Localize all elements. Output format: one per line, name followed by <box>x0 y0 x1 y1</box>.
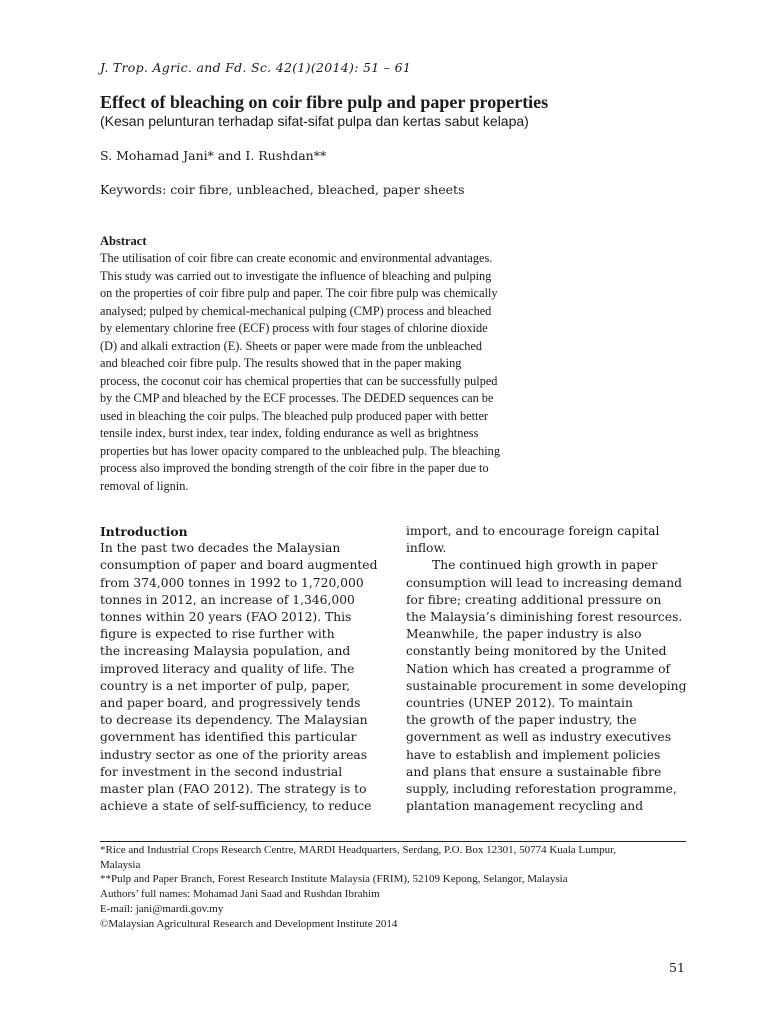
keywords: Keywords: coir fibre, unbleached, bleached, paper sheets <box>100 182 465 197</box>
abstract-line: process also improved the bonding strength of the coir fibre in the paper due to <box>100 461 489 475</box>
body-line: tonnes within 20 years (FAO 2012). This <box>100 610 352 625</box>
body-line: countries (UNEP 2012). To maintain <box>406 696 633 711</box>
abstract-line: removal of lignin. <box>100 478 189 493</box>
body-line: from 374,000 tonnes in 1992 to 1,720,000 <box>100 575 364 590</box>
footnote-line: *Rice and Industrial Crops Research Centre, MARDI Headquarters, Serdang, P.O. Box 12301, 50774 Kuala Lumpur, <box>100 844 617 856</box>
body-line: the growth of the paper industry, the <box>406 713 637 728</box>
abstract-line: by elementary chlorine free (ECF) process with four stages of chlorine dioxide <box>100 321 488 335</box>
page-number: 51 <box>669 960 685 975</box>
abstract-line: analysed; pulped by chemical-mechanical pulping (CMP) process and bleached <box>100 303 492 318</box>
body-line: country is a net importer of pulp, paper, <box>100 678 351 693</box>
footnote-line: Authors’ full names: Mohamad Jani Saad and Rushdan Ibrahim <box>100 888 380 901</box>
body-line: the increasing Malaysia population, and <box>100 644 351 659</box>
author-list: S. Mohamad Jani* and I. Rushdan** <box>100 148 327 163</box>
body-line: tonnes in 2012, an increase of 1,346,000 <box>100 592 355 607</box>
body-line: Meanwhile, the paper industry is also <box>406 627 642 642</box>
abstract-line: tensile index, burst index, tear index, folding endurance as well as brightness <box>100 426 479 440</box>
body-line: government as well as industry executives <box>406 730 672 745</box>
journal-citation: J. Trop. Agric. and Fd. Sc. 42(1)(2014): 51 – 61 <box>100 60 412 75</box>
paper-subtitle: (Kesan pelunturan terhadap sifat-sifat pulpa dan kertas sabut kelapa) <box>100 113 529 129</box>
body-line: and plans that ensure a sustainable fibre <box>406 764 662 779</box>
body-line: have to establish and implement policies <box>406 747 661 762</box>
abstract-line: on the properties of coir fibre pulp and paper. The coir fibre pulp was chemically <box>100 286 498 300</box>
footnote-line: **Pulp and Paper Branch, Forest Research Institute Malaysia (FRIM), 52109 Kepong, Selangor, Malaysia <box>100 873 568 886</box>
body-line: and paper board, and progressively tends <box>100 696 361 711</box>
body-line: import, and to encourage foreign capital <box>406 524 660 538</box>
abstract-line: properties but has lower opacity compared to the unbleached pulp. The bleaching <box>100 443 500 458</box>
introduction-heading: Introduction <box>100 524 188 539</box>
body-line: to decrease its dependency. The Malaysian <box>100 713 368 728</box>
abstract-line: used in bleaching the coir pulps. The bleached pulp produced paper with better <box>100 408 489 423</box>
abstract-line: (D) and alkali extraction (E). Sheets or paper were made from the unbleached <box>100 338 483 353</box>
body-line: In the past two decades the Malaysian <box>100 541 341 556</box>
body-line: industry sector as one of the priority areas <box>100 747 368 762</box>
abstract-body <box>100 250 560 495</box>
body-line: government has identified this particular <box>100 730 357 745</box>
intro-left-column <box>100 523 385 815</box>
body-line: master plan (FAO 2012). The strategy is to <box>100 782 367 797</box>
abstract-line: The utilisation of coir fibre can create economic and environmental advantages. <box>100 251 493 265</box>
paper-title: Effect of bleaching on coir fibre pulp and paper properties <box>100 92 549 112</box>
body-line: consumption of paper and board augmented <box>100 558 378 573</box>
body-line: plantation management recycling and <box>406 799 644 814</box>
body-line: The continued high growth in paper <box>432 558 658 573</box>
abstract-line: process, the coconut coir has chemical properties that can be successfully pulped <box>100 373 498 388</box>
body-line: sustainable procurement in some developing <box>406 678 687 693</box>
footnote-line: ©Malaysian Agricultural Research and Development Institute 2014 <box>100 917 398 930</box>
body-line: the Malaysia’s diminishing forest resources. <box>406 610 683 625</box>
intro-right-column <box>406 523 696 815</box>
body-line: achieve a state of self-sufficiency, to reduce <box>100 799 372 814</box>
abstract-line: This study was carried out to investigate the influence of bleaching and pulping <box>100 268 492 283</box>
body-line: Nation which has created a programme of <box>406 661 671 676</box>
body-line: figure is expected to rise further with <box>100 627 335 642</box>
footnote-email[interactable]: E-mail: jani@mardi.gov.my <box>100 902 224 915</box>
body-line: improved literacy and quality of life. The <box>100 661 355 676</box>
abstract-heading: Abstract <box>100 234 147 248</box>
body-line: supply, including reforestation programme, <box>406 782 677 797</box>
footnote-divider <box>100 841 686 842</box>
body-line: constantly being monitored by the United <box>406 644 667 659</box>
abstract-line: and bleached coir fibre pulp. The results showed that in the paper making <box>100 356 462 370</box>
footnotes <box>100 843 700 931</box>
body-line: for investment in the second industrial <box>100 764 343 779</box>
abstract-line: by the CMP and bleached by the ECF processes. The DEDED sequences can be <box>100 391 494 405</box>
body-line: inflow. <box>406 541 447 556</box>
footnote-line: Malaysia <box>100 858 141 871</box>
body-line: consumption will lead to increasing demand <box>406 575 682 590</box>
body-line: for fibre; creating additional pressure on <box>406 592 662 607</box>
